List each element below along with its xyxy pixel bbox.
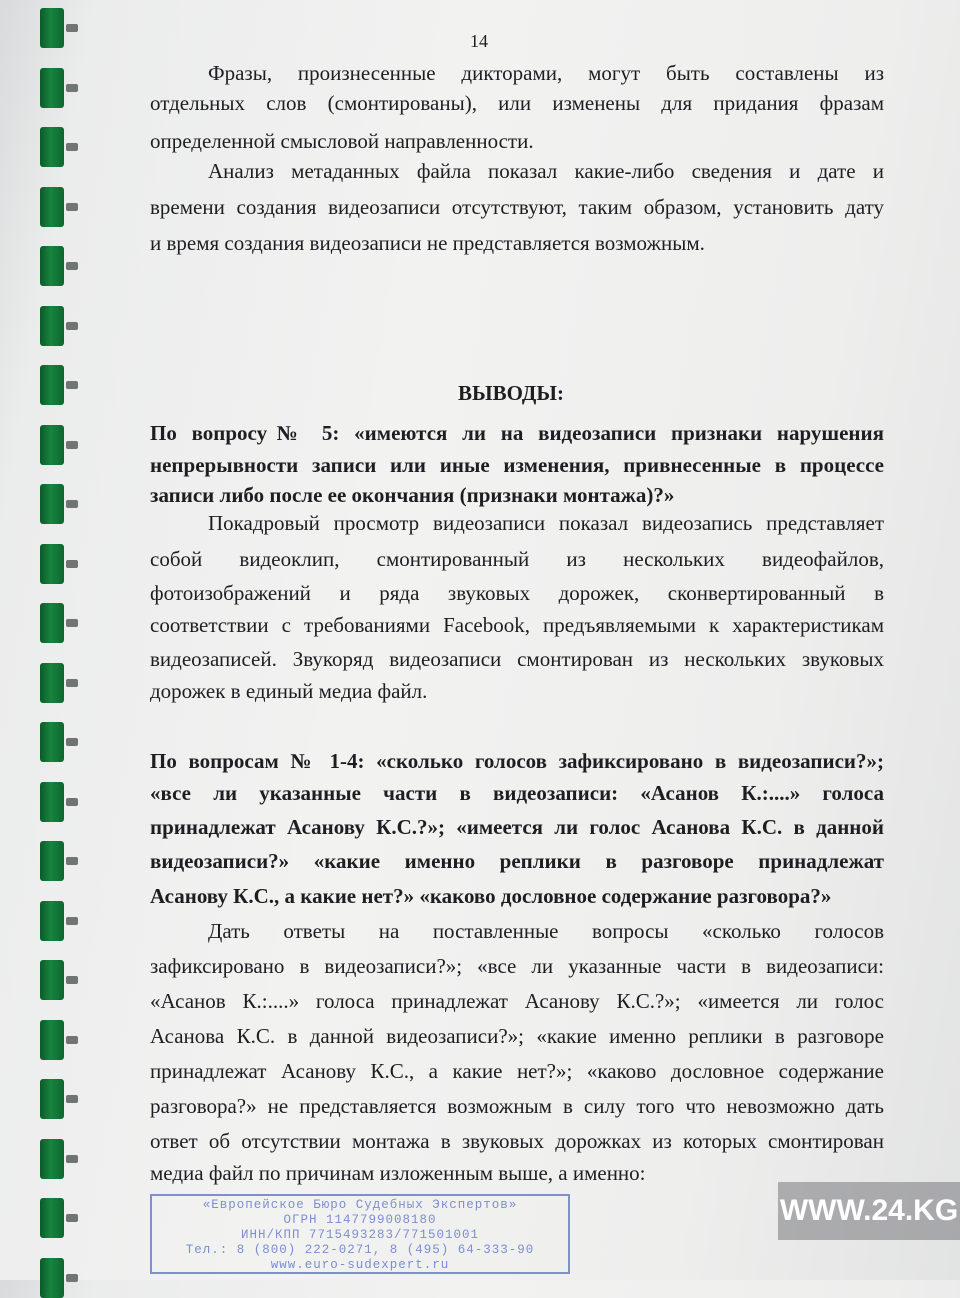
answer5-line: соответствии с требованиями Facebook, предъявляемыми к характеристикам: [150, 613, 884, 637]
binding-coil: [40, 663, 64, 703]
question1-4-line: принадлежат Асанову К.С.?»; «имеется ли голос Асанова К.С. в данной: [150, 815, 884, 839]
binding-coil: [40, 722, 64, 762]
punch-hole: [66, 1155, 78, 1163]
punch-hole: [66, 560, 78, 568]
paragraph1-line: Фразы, произнесенные дикторами, могут быть составлены из: [208, 61, 884, 85]
stamp-line: Тел.: 8 (800) 222-0271, 8 (495) 64-333-90: [185, 1243, 535, 1257]
binding-coil: [40, 246, 64, 286]
binding-coil: [40, 365, 64, 405]
punch-hole: [66, 1095, 78, 1103]
question1-4-line: По вопросам № 1-4: «сколько голосов зафиксировано в видеозаписи?»;: [150, 749, 884, 773]
punch-hole: [66, 84, 78, 92]
paragraph1-line: определенной смысловой направленности.: [150, 129, 534, 153]
answer5-line: собой видеоклип, смонтированный из нескольких видеофайлов,: [150, 547, 884, 571]
question1-4-line: «все ли указанные части в видеозаписи: «Асанов К.:....» голоса: [150, 781, 884, 805]
punch-hole: [66, 917, 78, 925]
answer1-4-line: Дать ответы на поставленные вопросы «сколько голосов: [208, 919, 884, 943]
question1-4-line: видеозаписи?» «какие именно реплики в разговоре принадлежат: [150, 849, 884, 873]
punch-hole: [66, 619, 78, 627]
answer1-4-line: «Асанов К.:....» голоса принадлежат Асанову К.С.?»; «имеется ли голос: [150, 989, 884, 1013]
punch-hole: [66, 679, 78, 687]
spiral-binding: [0, 0, 110, 1280]
conclusions-heading: ВЫВОДЫ:: [458, 381, 564, 405]
paragraph2-line: Анализ метаданных файла показал какие-либо сведения и дате и: [208, 159, 884, 183]
binding-coil: [40, 1139, 64, 1179]
binding-coil: [40, 68, 64, 108]
binding-coil: [40, 960, 64, 1000]
binding-coil: [40, 782, 64, 822]
punch-hole: [66, 322, 78, 330]
binding-coil: [40, 1020, 64, 1060]
punch-hole: [66, 262, 78, 270]
punch-hole: [66, 798, 78, 806]
punch-hole: [66, 203, 78, 211]
punch-hole: [66, 143, 78, 151]
paragraph1-line: отдельных слов (смонтированы), или изменены для придания фразам: [150, 91, 884, 115]
binding-coil: [40, 484, 64, 524]
answer5-line: Покадровый просмотр видеозаписи показал видеозапись представляет: [208, 511, 884, 535]
question5-line: По вопросу№ 5: «имеются ли на видеозаписи признаки нарушения: [150, 421, 884, 445]
binding-coil: [40, 901, 64, 941]
binding-coil: [40, 544, 64, 584]
punch-hole: [66, 1214, 78, 1222]
binding-coil: [40, 425, 64, 465]
stamp-line: «Европейское Бюро Судебных Экспертов»: [202, 1198, 518, 1212]
punch-hole: [66, 1036, 78, 1044]
answer1-4-line: ответ об отсутствии монтажа в звуковых дорожках из которых смонтирован: [150, 1129, 884, 1153]
answer5-line: видеозаписей. Звукоряд видеозаписи смонтирован из нескольких звуковых: [150, 647, 884, 671]
question1-4-line: Асанову К.С., а какие нет?» «каково дословное содержание разговора?»: [150, 884, 832, 908]
binding-coil: [40, 306, 64, 346]
answer1-4-line: зафиксировано в видеозаписи?»; «все ли указанные части в видеозаписи:: [150, 954, 884, 978]
question5-line: записи либо после ее окончания (признаки монтажа)?»: [150, 483, 675, 507]
paragraph2-line: и время создания видеозаписи не представляется возможным.: [150, 231, 705, 255]
punch-hole: [66, 857, 78, 865]
binding-coil: [40, 1079, 64, 1119]
binding-coil: [40, 841, 64, 881]
paragraph2-line: времени создания видеозаписи отсутствуют, таким образом, установить дату: [150, 195, 884, 219]
binding-coil: [40, 603, 64, 643]
watermark: WWW.24.KG: [778, 1182, 960, 1240]
stamp-line: ИНН/КПП 7715493283/771501001: [240, 1228, 480, 1242]
punch-hole: [66, 1274, 78, 1282]
answer5-line: дорожек в единый медиа файл.: [150, 679, 428, 703]
binding-coil: [40, 1258, 64, 1298]
binding-coil: [40, 1198, 64, 1238]
page-number: 14: [470, 31, 488, 51]
answer1-4-line: медиа файл по причинам изложенным выше, а именно:: [150, 1161, 646, 1185]
binding-coil: [40, 127, 64, 167]
punch-hole: [66, 976, 78, 984]
answer1-4-line: Асанова К.С. в данной видеозаписи?»; «какие именно реплики в разговоре: [150, 1024, 884, 1048]
punch-hole: [66, 738, 78, 746]
answer5-line: фотоизображений и ряда звуковых дорожек, сконвертированный в: [150, 581, 884, 605]
question5-line: непрерывности записи или иные изменения, привнесенные в процессе: [150, 453, 884, 477]
punch-hole: [66, 500, 78, 508]
punch-hole: [66, 381, 78, 389]
binding-coil: [40, 8, 64, 48]
stamp-line: ОГРН 1147799008180: [283, 1213, 437, 1227]
punch-hole: [66, 24, 78, 32]
organization-stamp: [150, 1194, 570, 1274]
stamp-line: www.euro-sudexpert.ru: [270, 1258, 450, 1272]
answer1-4-line: принадлежат Асанову К.С., а какие нет?»; «каково дословное содержание: [150, 1059, 884, 1083]
binding-coil: [40, 187, 64, 227]
punch-hole: [66, 441, 78, 449]
answer1-4-line: разговора?» не представляется возможным в силу того что невозможно дать: [150, 1094, 884, 1118]
